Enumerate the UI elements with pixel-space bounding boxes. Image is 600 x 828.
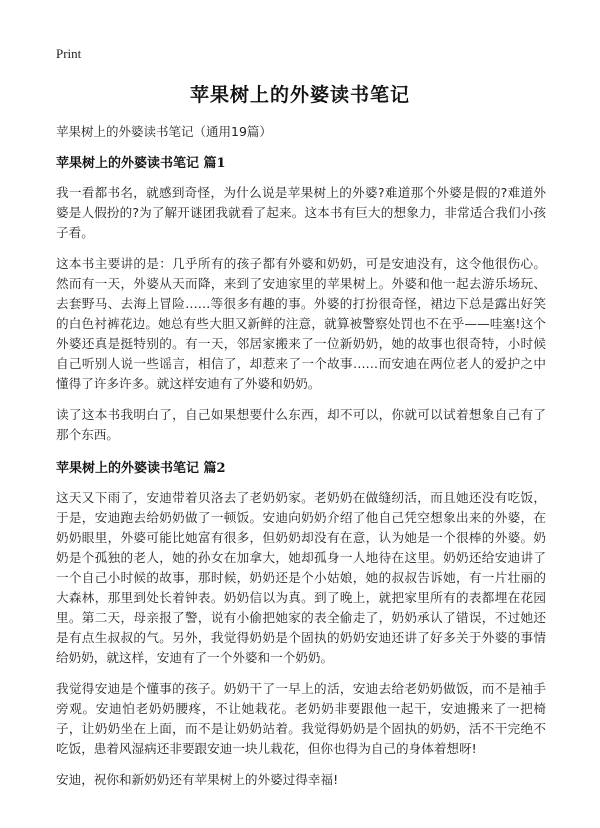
page-title: 苹果树上的外婆读书笔记	[189, 84, 410, 106]
section-2	[56, 457, 546, 790]
section-heading: 苹果树上的外婆读书笔记 篇1	[56, 156, 226, 171]
paragraph: 我觉得安迪是个懂事的孩子。奶奶干了一早上的活，安迪去给老奶奶做饭，而不是袖手旁观。安迪怕老奶奶腰疼，不让她栽花。老奶奶非要跟他一起干，安迪搬来了一把椅子，让奶奶坐在上面，而不是让奶奶站着。我觉得奶奶是个固执的奶奶，活不干完绝不吃饭，患着风湿病还非要跟安迪一块儿栽花，但你也得为自己的身体着想呀!	[56, 681, 546, 756]
document-subtitle: 苹果树上的外婆读书笔记（通用19篇）	[56, 124, 272, 139]
paragraph: 我一看都书名，就感到奇怪，为什么说是苹果树上的外婆?难道那个外婆是假的?难道外婆是人假扮的?为了解开谜团我就看了起来。这本书有巨大的想象力，非常适合我们小孩子看。	[56, 185, 546, 240]
paragraph: 这本书主要讲的是：几乎所有的孩子都有外婆和奶奶，可是安迪没有，这令他很伤心。然而有一天，外婆从天而降，来到了安迪家里的苹果树上。外婆和他一起去游乐场玩、去套野马、去海上冒险……等很多有趣的事。外婆的打扮很奇怪，裙边下总是露出好笑的白色衬裤花边。她总有些大胆又新鲜的注意，就算被警察处罚也不在乎——哇塞!这个外婆还真是挺特别的。有一天，邻居家搬来了一位新奶奶，她的故事也很奇特，小时候自己听别人说一些谣言，相信了，却惹来了一个故事……而安迪在两位老人的爱护之中懂得了许多许多。就这样安迪有了外婆和奶奶。	[56, 256, 546, 391]
paragraph: 安迪，祝你和新奶奶还有苹果树上的外婆过得幸福!	[56, 772, 339, 787]
section-heading: 苹果树上的外婆读书笔记 篇2	[56, 461, 226, 476]
paragraph: 读了这本书我明白了，自己如果想要什么东西，却不可以，你就可以试着想象自己有了那个东西。	[56, 407, 546, 442]
paragraph: 这天又下雨了，安迪带着贝洛去了老奶奶家。老奶奶在做缝纫活，而且她还没有吃饭，于是，安迪跑去给奶奶做了一顿饭。安迪向奶奶介绍了他自己凭空想象出来的外婆，在奶奶眼里，外婆可能比她富有很多，但奶奶却没有在意，认为她是一个很棒的外婆。奶奶是个孤独的老人，她的孙女在加拿大，她却孤身一人地待在这里。奶奶还给安迪讲了一个自己小时候的故事，那时候，奶奶还是个小姑娘，她的叔叔告诉她，有一片壮丽的大森林，那里到处长着钟表。奶奶信以为真。到了晚上，就把家里所有的表都埋在花园里。第二天，母亲报了警，说有小偷把她家的表全偷走了，奶奶承认了错误，不过她还是有点生叔叔的气。另外，我觉得奶奶是个固执的奶奶安迪还讲了好多关于外婆的事情给奶奶，就这样，安迪有了一个外婆和一个奶奶。	[56, 490, 546, 665]
document-body	[56, 152, 546, 802]
section-1	[56, 152, 546, 445]
print-label[interactable]: Print	[56, 46, 82, 61]
